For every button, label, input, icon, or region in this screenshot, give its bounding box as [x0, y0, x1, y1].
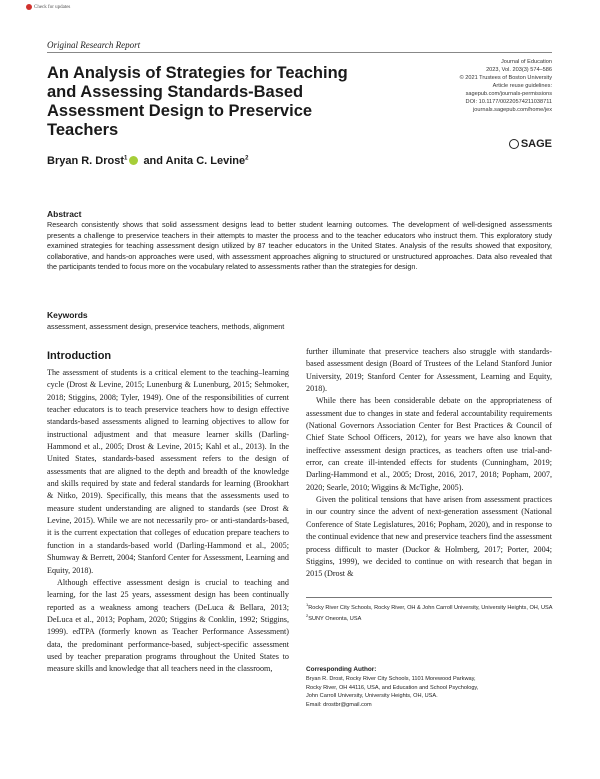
corresponding-author-email[interactable]: Email: drostbr@gmail.com	[306, 701, 372, 708]
orcid-icon[interactable]	[129, 156, 138, 165]
publisher-name: SAGE	[520, 138, 552, 150]
affiliation-1	[306, 601, 556, 612]
author-line	[47, 155, 248, 167]
corresponding-author-heading: Corresponding Author:	[306, 666, 377, 673]
publisher-logo	[509, 138, 552, 150]
check-updates-label: Check for updates	[34, 4, 71, 10]
keywords-text: assessment, assessment design, preservice teachers, methods, alignment	[47, 322, 285, 331]
abstract-text: Research consistently shows that solid assessment designs lead to better student learning outcomes. The development of well-designed assessments presents a challenge to preservice teachers in their attempts to master the process and to the teacher educators who instruct them. This exploratory study examined strategies for teaching assessment design utilized by 87 teacher educators in the United States. Analysis of the results showed that expository, collaborative, and hands-on approaches were used, with assessment approaches aligning to structured or unstructured approaches. Data also revealed that the participants tended to focus more on the vocabulary related to assessments rather than the strategies for design.	[47, 220, 552, 272]
affiliations	[306, 601, 556, 623]
reuse-guidelines-link[interactable]: sagepub.com/journals-permissions	[465, 91, 552, 97]
article-type: Original Research Report	[47, 40, 141, 50]
keywords-heading: Keywords	[47, 310, 88, 320]
right-column	[306, 346, 552, 581]
corresponding-author-line: Bryan R. Drost, Rocky River City Schools, 1101 Morewood Parkway,	[306, 676, 476, 682]
corresponding-author-details	[306, 675, 556, 709]
journal-homepage-link[interactable]: journals.sagepub.com/home/jex	[473, 107, 552, 113]
body-paragraph: further illuminate that preservice teachers also struggle with standards-based assessment design (Board of Trustees of the Leland Stanford Junior University, 2019; Stanford Center for Assessment, Learning and Equity, 2018).	[306, 347, 552, 394]
left-column	[47, 367, 289, 676]
check-updates-badge[interactable]	[26, 4, 70, 10]
affiliation-2-mark: 2	[306, 612, 309, 618]
abstract-heading: Abstract	[47, 209, 82, 219]
journal-copyright: © 2021 Trustees of Boston University	[459, 75, 552, 81]
body-paragraph: Although effective assessment design is crucial to teaching and learning, for the last 25 years, assessment design has been continually reported as a weakness among teachers (DeLuca & Bellara, 2013; DeLuca et al., 2013; Popham, 2020; Stiggins & Conklin, 1992; Stiggins, 1999). edTPA (formerly known as Teacher Performance Assessment) data, the predominant performance-based, subject-specific assessment used by teacher preparation programs throughout the United States to measure skills and knowledge that all teachers need in the classroom,	[47, 577, 289, 674]
journal-volume: 2023, Vol. 203(3) 574–586	[486, 67, 552, 73]
corresponding-author-line: Rocky River, OH 44116, USA, and Education and School Psychology,	[306, 684, 479, 691]
sage-logo-icon	[509, 139, 519, 149]
author-1[interactable]: Bryan R. Drost	[47, 155, 125, 167]
body-paragraph: The assessment of students is a critical element to the teaching–learning cycle (Drost & Levine, 2015; Lunenburg & Lunenburg, 2015; Sehmoker, 2018; Stiggins, 2008; Tyler, 1949). One of the responsibilities of current teacher educators is to teach preservice teachers how to design effective standards-based assessments aligned to learning objectives to allow for instructional adjustment and that measure learner skills (Darling-Hammond et al., 2005; Drost & Levine, 2015; Kahl et al., 2013). In the United States, standards-based assessment refers to the design of assessments that are aligned to the depth and breadth of the knowledge and skills required by state and federal standards for learning (Brookhart & Nitko, 2019). Specifically, this means that the assessments used to measure student understanding are aligned to standards (see Drost & Levine, 2015). While we are not necessarily pro- or anti-standards-based, it is the current expectation that colleges of education prepare teachers to function in a standards-based world (Darling-Hammond et al., 2005; Shumway & Berrett, 2004; Stanford Center for Assessment, Learning and Equity, 2018).	[47, 368, 289, 575]
introduction-heading: Introduction	[47, 350, 112, 362]
reuse-guidelines-label: Article reuse guidelines:	[492, 83, 552, 89]
author-2[interactable]: and Anita C. Levine	[143, 155, 246, 167]
header-divider	[47, 52, 552, 53]
affiliation-1-mark: 1	[306, 602, 309, 607]
body-paragraph: While there has been considerable debate on the appropriateness of assessment due to changes in state and federal accountability requirements (National Governors Association Center for Best Practices & Council of Chief State School Officers, 2012), for years we have also known that ineffective assessment design practices, as teachers often use trial-and-error, can create ill-intended effects for students (Cunningham, 2019; Darling-Hammond et al., 2005; Drost, 2016, 2017, 2018; Popham, 2007, 2020; Searle, 2010; Wiggins & McTighe, 2005).	[306, 396, 552, 492]
article-title: An Analysis of Strategies for Teaching and Assessing Standards-Based Assessment Design to Preservice Teachers	[47, 64, 348, 139]
author-2-affiliation-mark: 2	[245, 155, 249, 162]
footnote-divider	[306, 597, 552, 598]
affiliation-2-text: SUNY Oneonta, USA	[308, 615, 362, 622]
check-updates-icon	[26, 4, 32, 10]
affiliation-2	[306, 612, 556, 623]
journal-info	[460, 58, 552, 114]
journal-name: Journal of Education	[501, 59, 552, 65]
body-paragraph: Given the political tensions that have arisen from assessment practices in our country since the advent of next-generation assessment (National Conference of State Legislatures, 2016; Popham, 2020), and in response to the continual evidence that new and preservice teachers find the assessment process difficult to master (Duckor & Holmberg, 2017; Porter, 2004; Stiggins, 1999), we decided to continue on with research that began in 2015 (Drost &	[306, 495, 552, 579]
affiliation-1-text: Rocky River City Schools, Rocky River, OH & John Carroll University, University Heights, OH, USA	[308, 604, 553, 611]
corresponding-author-line: John Carroll University, University Heights, OH, USA.	[306, 693, 438, 700]
article-doi[interactable]: DOI: 10.1177/00220574211038711	[465, 99, 552, 105]
author-1-affiliation-mark: 1	[124, 155, 128, 162]
